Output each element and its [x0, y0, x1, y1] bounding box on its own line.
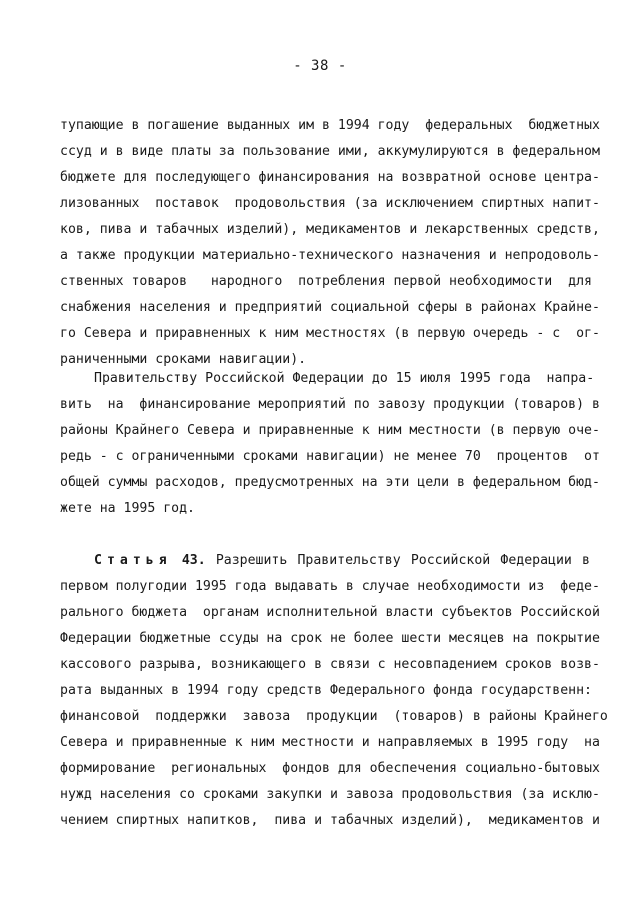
text-line: вить на финансирование мероприятий по завозу продукции (товаров) в	[60, 397, 600, 412]
text-line: Правительству Российской Федерации до 15 июля 1995 года напра-	[94, 371, 595, 386]
text-line: первом полугодии 1995 года выдавать в случае необходимости из феде-	[60, 579, 600, 594]
text-line: жете на 1995 год.	[60, 501, 195, 516]
text-line: ственных товаров народного потребления первой необходимости для	[60, 274, 592, 289]
text-line: кассового разрыва, возникающего в связи с несовпадением сроков возв-	[60, 657, 600, 672]
text-line: тупающие в погашение выданных им в 1994 году федеральных бюджетных	[60, 118, 600, 133]
text-line: а также продукции материально-технического назначения и непродоволь-	[60, 248, 600, 263]
page-number: - 38 -	[293, 58, 347, 74]
text-line: редь - с ограниченными сроками навигации) не менее 70 процентов от	[60, 449, 600, 464]
paragraph-continuation	[60, 113, 600, 373]
article-first-line	[60, 548, 590, 574]
text-line: финансовой поддержки завоза продукции (товаров) в районы Крайнего	[60, 709, 608, 724]
text-line: формирование региональных фондов для обеспечения социально-бытовых	[60, 761, 600, 776]
text-line: го Севера и приравненных к ним местностях (в первую очередь - с ог-	[60, 326, 600, 341]
text-line: лизованных поставок продовольствия (за исключением спиртных напит-	[60, 196, 600, 211]
article-number: 43.	[181, 553, 206, 568]
text-line: снабжения населения и предприятий социальной сферы в районах Крайне-	[60, 300, 600, 315]
text-line: общей суммы расходов, предусмотренных на эти цели в федеральном бюд-	[60, 475, 600, 490]
paragraph-government-directive	[60, 366, 600, 522]
text-line: чением спиртных напитков, пива и табачных изделий), медикаментов и	[60, 813, 600, 828]
text-line: рального бюджета органам исполнительной власти субъектов Российской	[60, 605, 600, 620]
text-line: раниченными сроками навигации).	[60, 352, 307, 367]
text-line: ков, пива и табачных изделий), медикаментов и лекарственных средств,	[60, 222, 600, 237]
text-line: бюджете для последующего финансирования на возвратной основе центра-	[60, 170, 600, 185]
text-line: ссуд и в виде платы за пользование ими, аккумулируются в федеральном	[60, 144, 600, 159]
text-line: Севера и приравненные к ним местности и направляемых в 1995 году на	[60, 735, 600, 750]
article-heading: Статья	[94, 553, 172, 568]
text-line: Федерации бюджетные ссуды на срок не более шести месяцев на покрытие	[60, 631, 600, 646]
text-line: рата выданных в 1994 году средств Федерального фонда государственн:	[60, 683, 592, 698]
article-first-line-text: Разрешить Правительству Российской Федерации в	[215, 553, 590, 568]
text-line: нужд населения со сроками закупки и завоза продовольствия (за исклю-	[60, 787, 600, 802]
article-43	[60, 548, 608, 834]
text-line: районы Крайнего Севера и приравненные к ним местности (в первую оче-	[60, 423, 600, 438]
